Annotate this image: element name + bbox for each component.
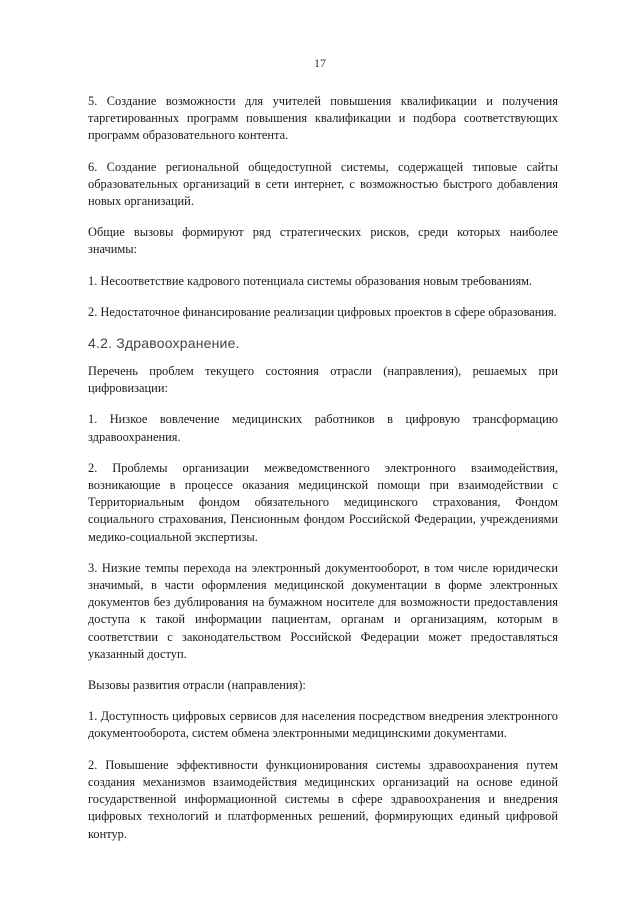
- paragraph-risk-1: 1. Несоответствие кадрового потенциала системы образования новым требованиям.: [88, 273, 533, 288]
- document-body: [88, 93, 558, 857]
- paragraph-problem-2: 2. Проблемы организации межведомственного электронного взаимодействия, возникающие в процессе оказания медицинской помощи при взаимодействии с Территориальным фондом обязательного медицинского страхования, Фондом социального страхования, Пенсионным фондом Российской Федерации, учреждениями медико-социальной экспертизы.: [88, 460, 558, 544]
- paragraph-challenge-1: 1. Доступность цифровых сервисов для населения посредством внедрения электронного документооборота, систем обмена электронными медицинскими документами.: [88, 709, 558, 741]
- paragraph-item-6: 6. Создание региональной общедоступной системы, содержащей типовые сайты образовательных организаций в сети интернет, с возможностью быстрого добавления новых организаций.: [88, 159, 558, 209]
- paragraph-challenges-intro: Вызовы развития отрасли (направления):: [88, 678, 306, 693]
- paragraph-problems-intro: Перечень проблем текущего состояния отрасли (направления), решаемых при цифровизации:: [88, 364, 558, 396]
- paragraph-risks-intro: Общие вызовы формируют ряд стратегических рисков, среди которых наиболее значимы:: [88, 225, 558, 257]
- paragraph-risk-2: 2. Недостаточное финансирование реализации цифровых проектов в сфере образования.: [88, 304, 557, 319]
- paragraph-problem-1: 1. Низкое вовлечение медицинских работников в цифровую трансформацию здравоохранения.: [88, 412, 558, 444]
- paragraph-item-5: 5. Создание возможности для учителей повышения квалификации и получения таргетированных программ повышения квалификации и подбора соответствующих программ образовательного контента.: [88, 94, 558, 143]
- page-number: 17: [314, 56, 326, 70]
- section-heading: 4.2. Здравоохранение.: [88, 335, 240, 352]
- paragraph-problem-3: 3. Низкие темпы перехода на электронный документооборот, в том числе юридически значимый, в части оформления медицинской документации в форме электронных документов без дублирования на бумажном носителе для возможности предоставления доступа к такой информации пациентам, органам и организациям, которым в соответствии с законодательством Российской Федерации может предоставляться указанный доступ.: [88, 560, 558, 661]
- paragraph-challenge-2: 2. Повышение эффективности функционирования системы здравоохранения путем создания механизмов взаимодействия медицинских организаций на основе единой государственной информационной системы в сфере здравоохранения и внедрения цифровых технологий и платформенных решений, формирующих единый цифровой контур.: [88, 757, 558, 841]
